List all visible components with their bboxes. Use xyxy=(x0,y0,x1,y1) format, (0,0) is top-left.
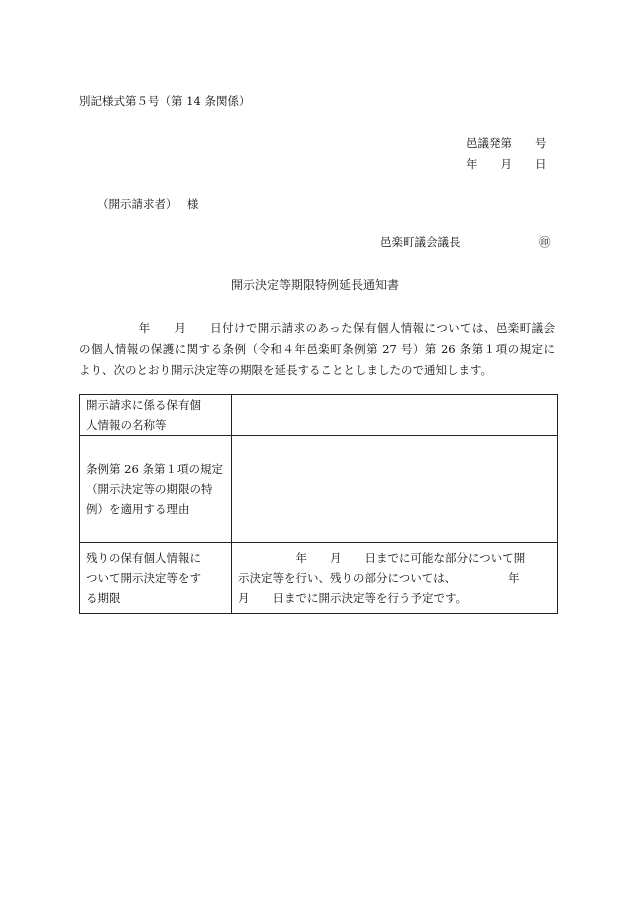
issue-date: 年 月 日 xyxy=(466,157,547,171)
label-line: 人情報の名称等 xyxy=(86,418,167,432)
document-title: 開示決定等期限特例延長通知書 xyxy=(230,278,399,292)
body-line: の個人情報の保護に関する条例（令和４年邑楽町条例第 27 号）第 26 条第１項の規定に xyxy=(79,342,555,356)
value-info-name xyxy=(232,395,558,436)
addressee: （開示請求者） 様 xyxy=(97,197,199,211)
label-line: 残りの保有個人情報に xyxy=(86,551,201,565)
value-deadline xyxy=(232,543,558,614)
table-row-reason xyxy=(80,436,558,543)
extension-details-table xyxy=(79,394,558,614)
value-reason xyxy=(232,436,558,543)
label-line: （開示決定等の期限の特 xyxy=(86,482,213,496)
label-line: 開示請求に係る保有個 xyxy=(86,398,201,412)
sender-name: 邑楽町議会議長 xyxy=(380,235,461,249)
label-deadline xyxy=(80,543,232,614)
table-row-deadline xyxy=(80,543,558,614)
form-number: 別記様式第５号（第 14 条関係） xyxy=(79,94,251,108)
value-line: 年 月 日までに可能な部分について開 xyxy=(238,551,526,565)
label-line: ついて開示決定等をす xyxy=(86,571,201,585)
label-reason xyxy=(80,436,232,543)
label-line: 例）を適用する理由 xyxy=(86,502,190,516)
value-line: 示決定等を行い、残りの部分については、 年 xyxy=(238,571,520,585)
body-line: より、次のとおり開示決定等の期限を延長することとしましたので通知します。 xyxy=(79,363,493,377)
value-line: 月 日までに開示決定等を行う予定です。 xyxy=(238,591,468,605)
notice-body xyxy=(79,318,555,381)
seal-mark: ㊞ xyxy=(539,235,551,249)
document-number: 邑議発第 号 xyxy=(466,136,547,150)
table-row-info-name xyxy=(80,395,558,436)
label-line: る期限 xyxy=(86,591,121,605)
label-info-name xyxy=(80,395,232,436)
label-line: 条例第 26 条第１項の規定 xyxy=(86,462,223,476)
body-line: 年 月 日付けで開示請求のあった保有個人情報については、邑楽町議会 xyxy=(79,321,555,335)
